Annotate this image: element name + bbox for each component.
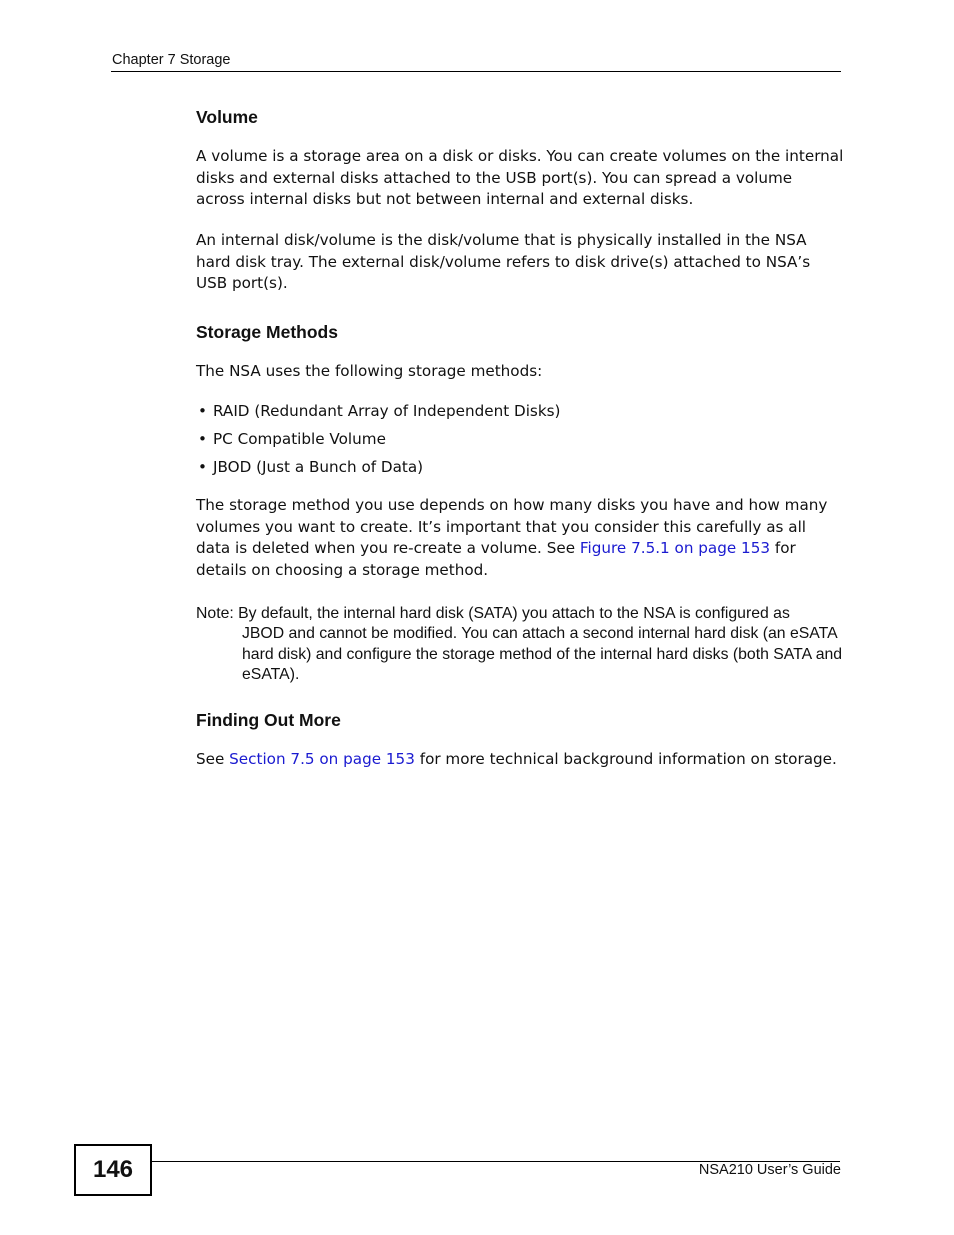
storage-methods-heading: Storage Methods xyxy=(196,322,338,342)
bullet-icon: • xyxy=(198,430,207,448)
section-link[interactable]: Section 7.5 on page 153 xyxy=(229,750,415,768)
figure-link[interactable]: Figure 7.5.1 on page 153 xyxy=(579,539,771,558)
volume-heading: Volume xyxy=(196,107,258,127)
storage-methods-intro: The NSA uses the following storage methods: xyxy=(196,362,543,380)
note-block: Note: By default, the internal hard disk (SATA) you attach to the NSA is configured as JBOD and cannot be modified. You can attach a second internal hard disk (an eSATA hard disk) and configure the storage method of the internal hard disks (both SATA and eSATA). xyxy=(196,605,843,683)
bullet-icon: • xyxy=(198,458,207,476)
guide-title: NSA210 User’s Guide xyxy=(698,1162,841,1178)
header-divider xyxy=(111,71,841,72)
list-item: • RAID (Redundant Array of Independent Disks) xyxy=(198,402,561,420)
storage-methods-paragraph: The storage method you use depends on how many disks you have and how many volumes you want to create. It’s important that you consider this carefully as all data is deleted when you re-create a volume. See Figure 7.5.1 on page 153 for details on choosing a storage method. xyxy=(196,496,828,579)
volume-paragraph-2: An internal disk/volume is the disk/volume that is physically installed in the NSA hard disk tray. The external disk/volume refers to disk drive(s) attached to NSA’s USB port(s). xyxy=(196,231,811,293)
list-item: • JBOD (Just a Bunch of Data) xyxy=(198,458,424,476)
page-number: 146 xyxy=(74,1144,152,1196)
finding-out-more-paragraph: See Section 7.5 on page 153 for more technical background information on storage. xyxy=(196,750,837,768)
bullet-icon: • xyxy=(198,402,207,420)
chapter-header: Chapter 7 Storage xyxy=(112,52,231,68)
list-item: • PC Compatible Volume xyxy=(198,430,386,448)
volume-paragraph-1: A volume is a storage area on a disk or disks. You can create volumes on the internal disks and external disks attached to the USB port(s). You can spread a volume across internal disks but not between internal and external disks. xyxy=(196,147,844,209)
finding-out-more-heading: Finding Out More xyxy=(196,710,341,730)
